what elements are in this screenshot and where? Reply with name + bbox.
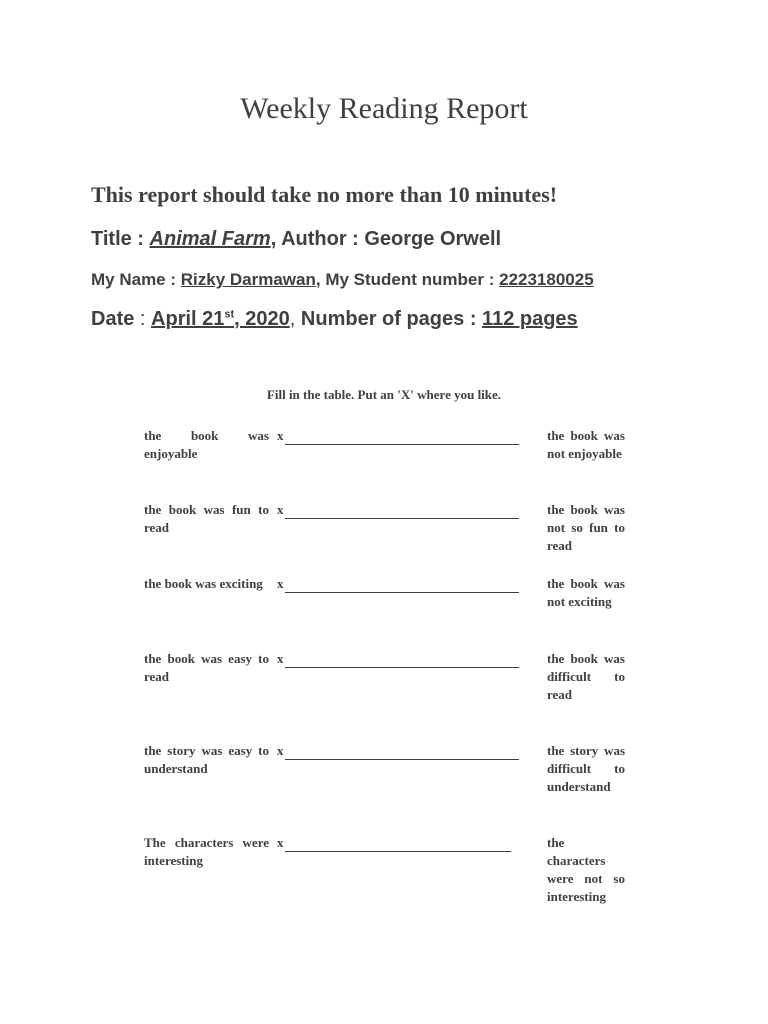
rating-mark: x <box>277 428 284 443</box>
row-negative-statement: the book was difficult to read <box>547 651 625 702</box>
author-separator: , <box>270 228 282 250</box>
date-suffix: st <box>224 308 235 321</box>
student-info-line <box>91 270 594 290</box>
rating-line <box>285 431 519 445</box>
date-year: , 2020 <box>234 308 290 330</box>
rating-scale[interactable] <box>277 575 519 593</box>
rating-scale[interactable] <box>277 834 519 852</box>
date-month-day: April 21 <box>151 308 225 330</box>
row-positive-statement: the book was enjoyable <box>144 428 269 461</box>
date-colon: : <box>134 308 152 330</box>
rating-scale[interactable] <box>277 650 519 668</box>
rating-line <box>285 838 511 852</box>
pages-value: 112 pages <box>482 308 578 330</box>
row-positive-statement: The characters were interesting <box>144 835 269 868</box>
rating-mark: x <box>277 743 284 758</box>
student-number-label: My Student number : <box>325 270 500 289</box>
row-positive-statement: the book was easy to read <box>144 651 269 684</box>
rating-mark: x <box>277 502 284 517</box>
rating-scale[interactable] <box>277 427 519 445</box>
book-title-value: Animal Farm <box>149 228 271 250</box>
rating-mark: x <box>277 651 284 666</box>
row-negative-statement: the book was not enjoyable <box>547 428 625 461</box>
row-negative-statement: the story was difficult to understand <box>547 743 625 794</box>
book-info-line <box>91 228 501 251</box>
date-label: Date <box>91 308 135 330</box>
row-negative-statement: the characters were not so interesting <box>547 835 625 904</box>
date-separator: , <box>289 308 301 330</box>
name-value: Rizky Darmawan <box>180 270 316 289</box>
table-instruction: Fill in the table. Put an 'X' where you like. <box>266 387 502 402</box>
rating-line <box>285 505 519 519</box>
rating-line <box>285 654 519 668</box>
rating-scale[interactable] <box>277 501 519 519</box>
rating-scale[interactable] <box>277 742 519 760</box>
row-positive-statement: the story was easy to understand <box>144 743 269 776</box>
rating-mark: x <box>277 835 284 850</box>
page-title: Weekly Reading Report <box>240 92 528 125</box>
time-note: This report should take no more than 10 minutes! <box>91 182 558 207</box>
date-info-line <box>91 308 578 331</box>
row-negative-statement: the book was not so fun to read <box>547 502 625 553</box>
student-number-value: 2223180025 <box>499 270 594 289</box>
title-label: Title : <box>91 228 150 250</box>
rating-line <box>285 579 519 593</box>
student-separator: , <box>315 270 326 289</box>
author-label: Author : <box>281 228 365 250</box>
row-positive-statement: the book was exciting <box>144 576 263 591</box>
row-negative-statement: the book was not exciting <box>547 576 625 609</box>
rating-line <box>285 746 519 760</box>
row-positive-statement: the book was fun to read <box>144 502 269 535</box>
rating-mark: x <box>277 576 284 591</box>
name-label: My Name : <box>91 270 181 289</box>
pages-label: Number of pages : <box>300 308 483 330</box>
author-value: George Orwell <box>364 228 502 250</box>
date-value <box>151 308 290 330</box>
